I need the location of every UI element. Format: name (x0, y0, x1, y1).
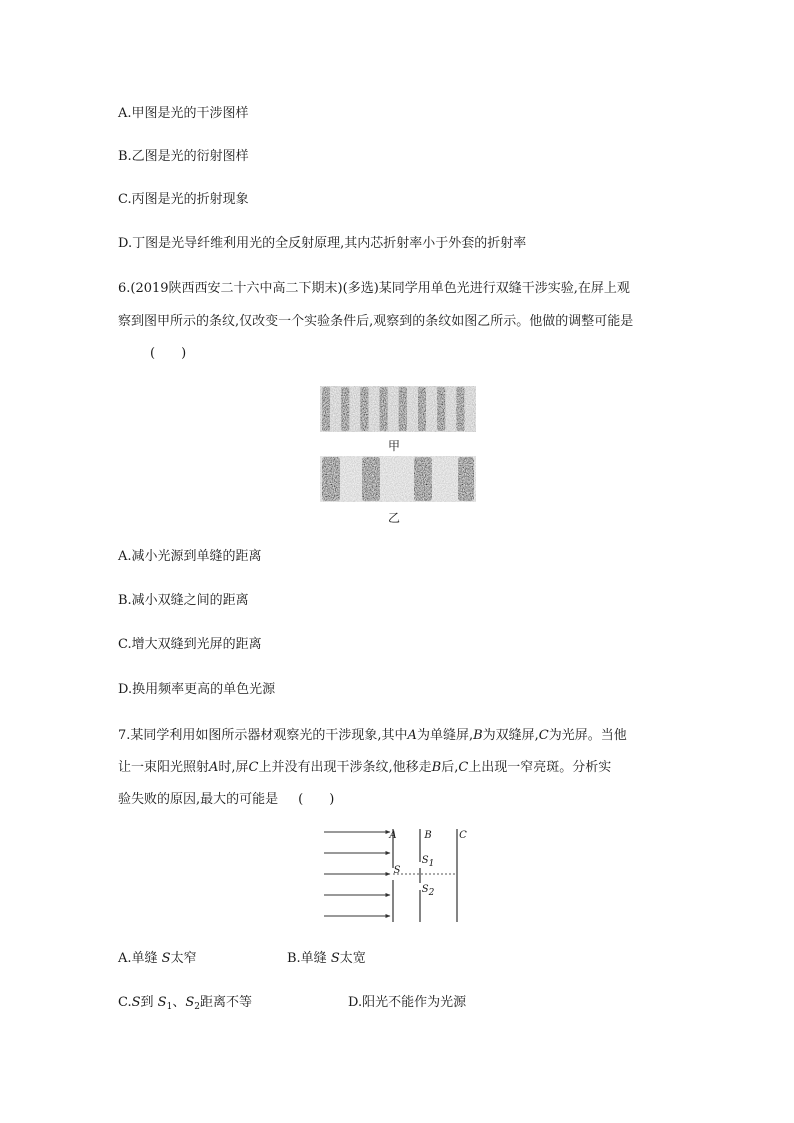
fringe-label-yi: 乙 (387, 511, 400, 525)
fringe-label-jia: 甲 (387, 439, 400, 453)
q6-option-d: D.换用频率更高的单色光源 (118, 682, 276, 697)
q6-option-a: A.减小光源到单缝的距离 (118, 549, 262, 564)
q6-stem-line-2: 察到图甲所示的条纹,仅改变一个实验条件后,观察到的条纹如图乙所示。他做的调整可能是 (118, 314, 634, 329)
sunlight-rays (324, 832, 390, 916)
label-slit-s2: $S_2$ (421, 884, 435, 898)
q6-stem-line-1: 6.(2019陕西西安二十六中高二下期末)(多选)某同学用单色光进行双缝干涉实验,在屏上观 (118, 281, 630, 296)
label-screen-b: B (424, 830, 432, 841)
label-slit-s: S (393, 865, 401, 876)
q7-answer-bracket: ( ) (298, 792, 335, 807)
q7-stem-line-2: 让一束阳光照射A时,屏C上并没有出现干涉条纹,他移走B后,C上出现一窄亮斑。分析实 (118, 760, 612, 775)
q7-option-a: A.单缝 S太窄 (118, 951, 197, 966)
q5-option-a: A.甲图是光的干涉图样 (118, 106, 249, 121)
q5-option-c: C.丙图是光的折射现象 (118, 192, 249, 207)
q6-option-c: C.增大双缝到光屏的距离 (118, 637, 262, 652)
q7-option-b: B.单缝 S太宽 (287, 951, 366, 966)
q7-option-d: D.阳光不能作为光源 (348, 995, 467, 1010)
q6-answer-bracket: ( ) (150, 346, 187, 361)
q7-stem-line-3: 验失败的原因,最大的可能是 ( ) (118, 792, 335, 807)
label-screen-c: C (459, 830, 467, 841)
label-screen-a: A (389, 830, 397, 841)
q5-option-d: D.丁图是光导纤维利用光的全反射原理,其内芯折射率小于外套的折射率 (118, 236, 527, 251)
label-slit-s1: $S_1$ (421, 855, 435, 869)
q5-option-b: B.乙图是光的衍射图样 (118, 149, 249, 164)
q6-option-b: B.减小双缝之间的距离 (118, 593, 249, 608)
q7-stem-line-1: 7.某同学利用如图所示器材观察光的干涉现象,其中A为单缝屏,B为双缝屏,C为光屏。当他 (118, 728, 627, 743)
q7-option-c: C.S到 $S_1$、$S_2$距离不等 (118, 995, 252, 1012)
